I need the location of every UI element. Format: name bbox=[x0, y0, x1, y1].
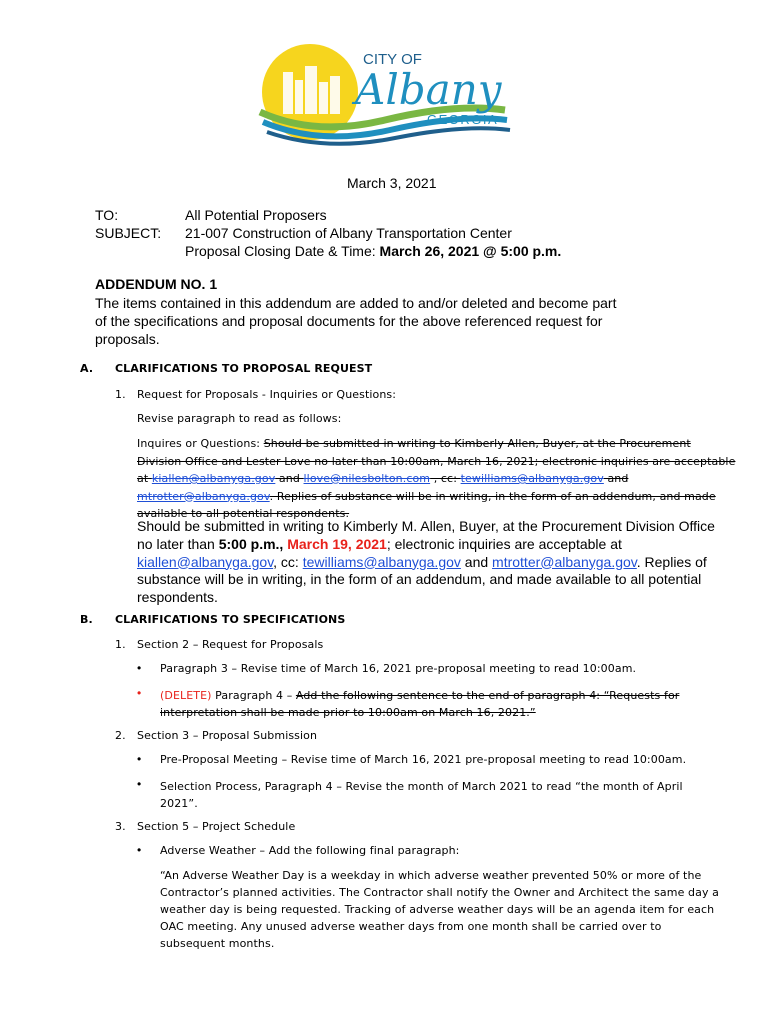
bullet-pre-proposal: Pre-Proposal Meeting – Revise time of March 16, 2021 pre-proposal meeting to read 10:00am. bbox=[160, 753, 687, 766]
old-prefix: Inquires or Questions: bbox=[137, 437, 264, 450]
section-b-item3-title: Section 5 – Project Schedule bbox=[137, 820, 296, 833]
new-email-link[interactable]: kiallen@albanyga.gov bbox=[137, 553, 274, 570]
old-email-link[interactable]: mtrotter@albanyga.gov bbox=[137, 489, 270, 503]
bullet-icon: • bbox=[137, 661, 142, 675]
svg-text:Albany: Albany bbox=[355, 65, 502, 114]
section-a-item1-num: 1. bbox=[115, 388, 126, 401]
memo-date: March 3, 2021 bbox=[347, 175, 437, 191]
section-b-item1-title: Section 2 – Request for Proposals bbox=[137, 638, 324, 651]
bullet-icon: • bbox=[137, 777, 142, 791]
section-a-title: CLARIFICATIONS TO PROPOSAL REQUEST bbox=[115, 362, 373, 375]
adverse-weather-quote: “An Adverse Weather Day is a weekday in which adverse weather prevented 50% or more of the Contractor’s planned activities. The Contractor shall notify the Owner and Architect the same day a weather day is being requested. Tracking of adverse weather days will be an agenda item for each OAC meeting. Any unused adverse weather days from one month shall be carried over to subsequent months. bbox=[160, 869, 720, 950]
old-email-link[interactable]: llove@nilesbolton.com bbox=[303, 472, 431, 485]
old-email-link[interactable]: kiallen@albanyga.gov bbox=[151, 472, 276, 485]
old-strike-text: Should be submitted in writing to Kimberly Allen, Buyer, at the Procurement Division Office and Lester Love no later than 10:00am, March 16, 2021; electronic inquiries are acceptable at bbox=[137, 437, 736, 485]
section-b-item2-num: 2. bbox=[115, 729, 126, 742]
section-a-item1-title: Request for Proposals - Inquiries or Questions: bbox=[137, 388, 397, 401]
new-paragraph bbox=[137, 518, 727, 607]
bullet-selection-process: Selection Process, Paragraph 4 – Revise the month of March 2021 to read “the month of April 2021”. bbox=[160, 780, 683, 810]
new-text: Should be submitted in writing to Kimberly M. Allen, Buyer, at the Procurement Division Office no later than bbox=[137, 518, 715, 552]
section-b-item2-title: Section 3 – Proposal Submission bbox=[137, 729, 318, 742]
new-text: . Replies of substance will be in writing, in the form of an addendum, and made available to all potential respondents. bbox=[137, 553, 707, 606]
bullet-paragraph-4 bbox=[160, 687, 720, 721]
svg-text:CITY OF: CITY OF bbox=[363, 51, 422, 68]
bullet-icon: • bbox=[137, 686, 142, 700]
new-date: March 19, 2021 bbox=[287, 535, 387, 552]
section-b-letter: B. bbox=[80, 613, 93, 626]
new-email-link[interactable]: mtrotter@albanyga.gov bbox=[492, 553, 637, 570]
closing-prefix: Proposal Closing Date & Time: bbox=[185, 243, 380, 259]
paragraph-4-strike: Add the following sentence to the end of paragraph 4: “Requests for interpretation shall be made prior to 10:00am on March 16, 2021.” bbox=[160, 689, 680, 719]
bullet-icon: • bbox=[137, 752, 142, 766]
bullet-adverse-weather: Adverse Weather – Add the following final paragraph: bbox=[160, 844, 460, 857]
old-paragraph bbox=[137, 435, 737, 523]
delete-tag: (DELETE) bbox=[160, 689, 212, 702]
old-and-text: and bbox=[275, 472, 304, 485]
revise-instruction: Revise paragraph to read as follows: bbox=[137, 412, 342, 425]
addendum-intro: The items contained in this addendum are added to and/or deleted and become part of the specifications and proposal documents for the above referenced request for proposals. bbox=[95, 295, 617, 347]
closing-value: March 26, 2021 @ 5:00 p.m. bbox=[379, 243, 562, 259]
old-and-text: and bbox=[603, 472, 629, 485]
to-label: TO: bbox=[95, 207, 119, 223]
old-email-link[interactable]: tewilliams@albanyga.gov bbox=[460, 472, 604, 485]
paragraph-4-prefix: Paragraph 4 – bbox=[211, 689, 296, 702]
closing-line bbox=[185, 243, 561, 259]
svg-text:GEORGIA: GEORGIA bbox=[427, 112, 499, 127]
section-b-item1-num: 1. bbox=[115, 638, 126, 651]
bullet-icon: • bbox=[137, 843, 142, 857]
new-and-text: and bbox=[460, 553, 493, 570]
new-time: 5:00 p.m., bbox=[218, 535, 284, 552]
section-b-item3-num: 3. bbox=[115, 820, 126, 833]
to-value: All Potential Proposers bbox=[185, 207, 327, 223]
subject-value: 21-007 Construction of Albany Transportation Center bbox=[185, 225, 512, 241]
addendum-title: ADDENDUM NO. 1 bbox=[95, 276, 218, 292]
old-tail-text: . Replies of substance will be in writing, in the form of an addendum, and made available to all potential respondents. bbox=[137, 489, 716, 520]
section-a-letter: A. bbox=[80, 362, 94, 375]
new-text: ; electronic inquiries are acceptable at bbox=[386, 535, 622, 552]
bullet-paragraph-3: Paragraph 3 – Revise time of March 16, 2021 pre-proposal meeting to read 10:00am. bbox=[160, 662, 637, 675]
new-email-link[interactable]: tewilliams@albanyga.gov bbox=[302, 553, 461, 570]
subject-label: SUBJECT: bbox=[95, 225, 162, 241]
city-of-albany-logo bbox=[255, 42, 520, 147]
new-cc-text: , cc: bbox=[273, 553, 303, 570]
section-b-title: CLARIFICATIONS TO SPECIFICATIONS bbox=[115, 613, 346, 626]
old-cc-text: , cc: bbox=[430, 472, 461, 485]
